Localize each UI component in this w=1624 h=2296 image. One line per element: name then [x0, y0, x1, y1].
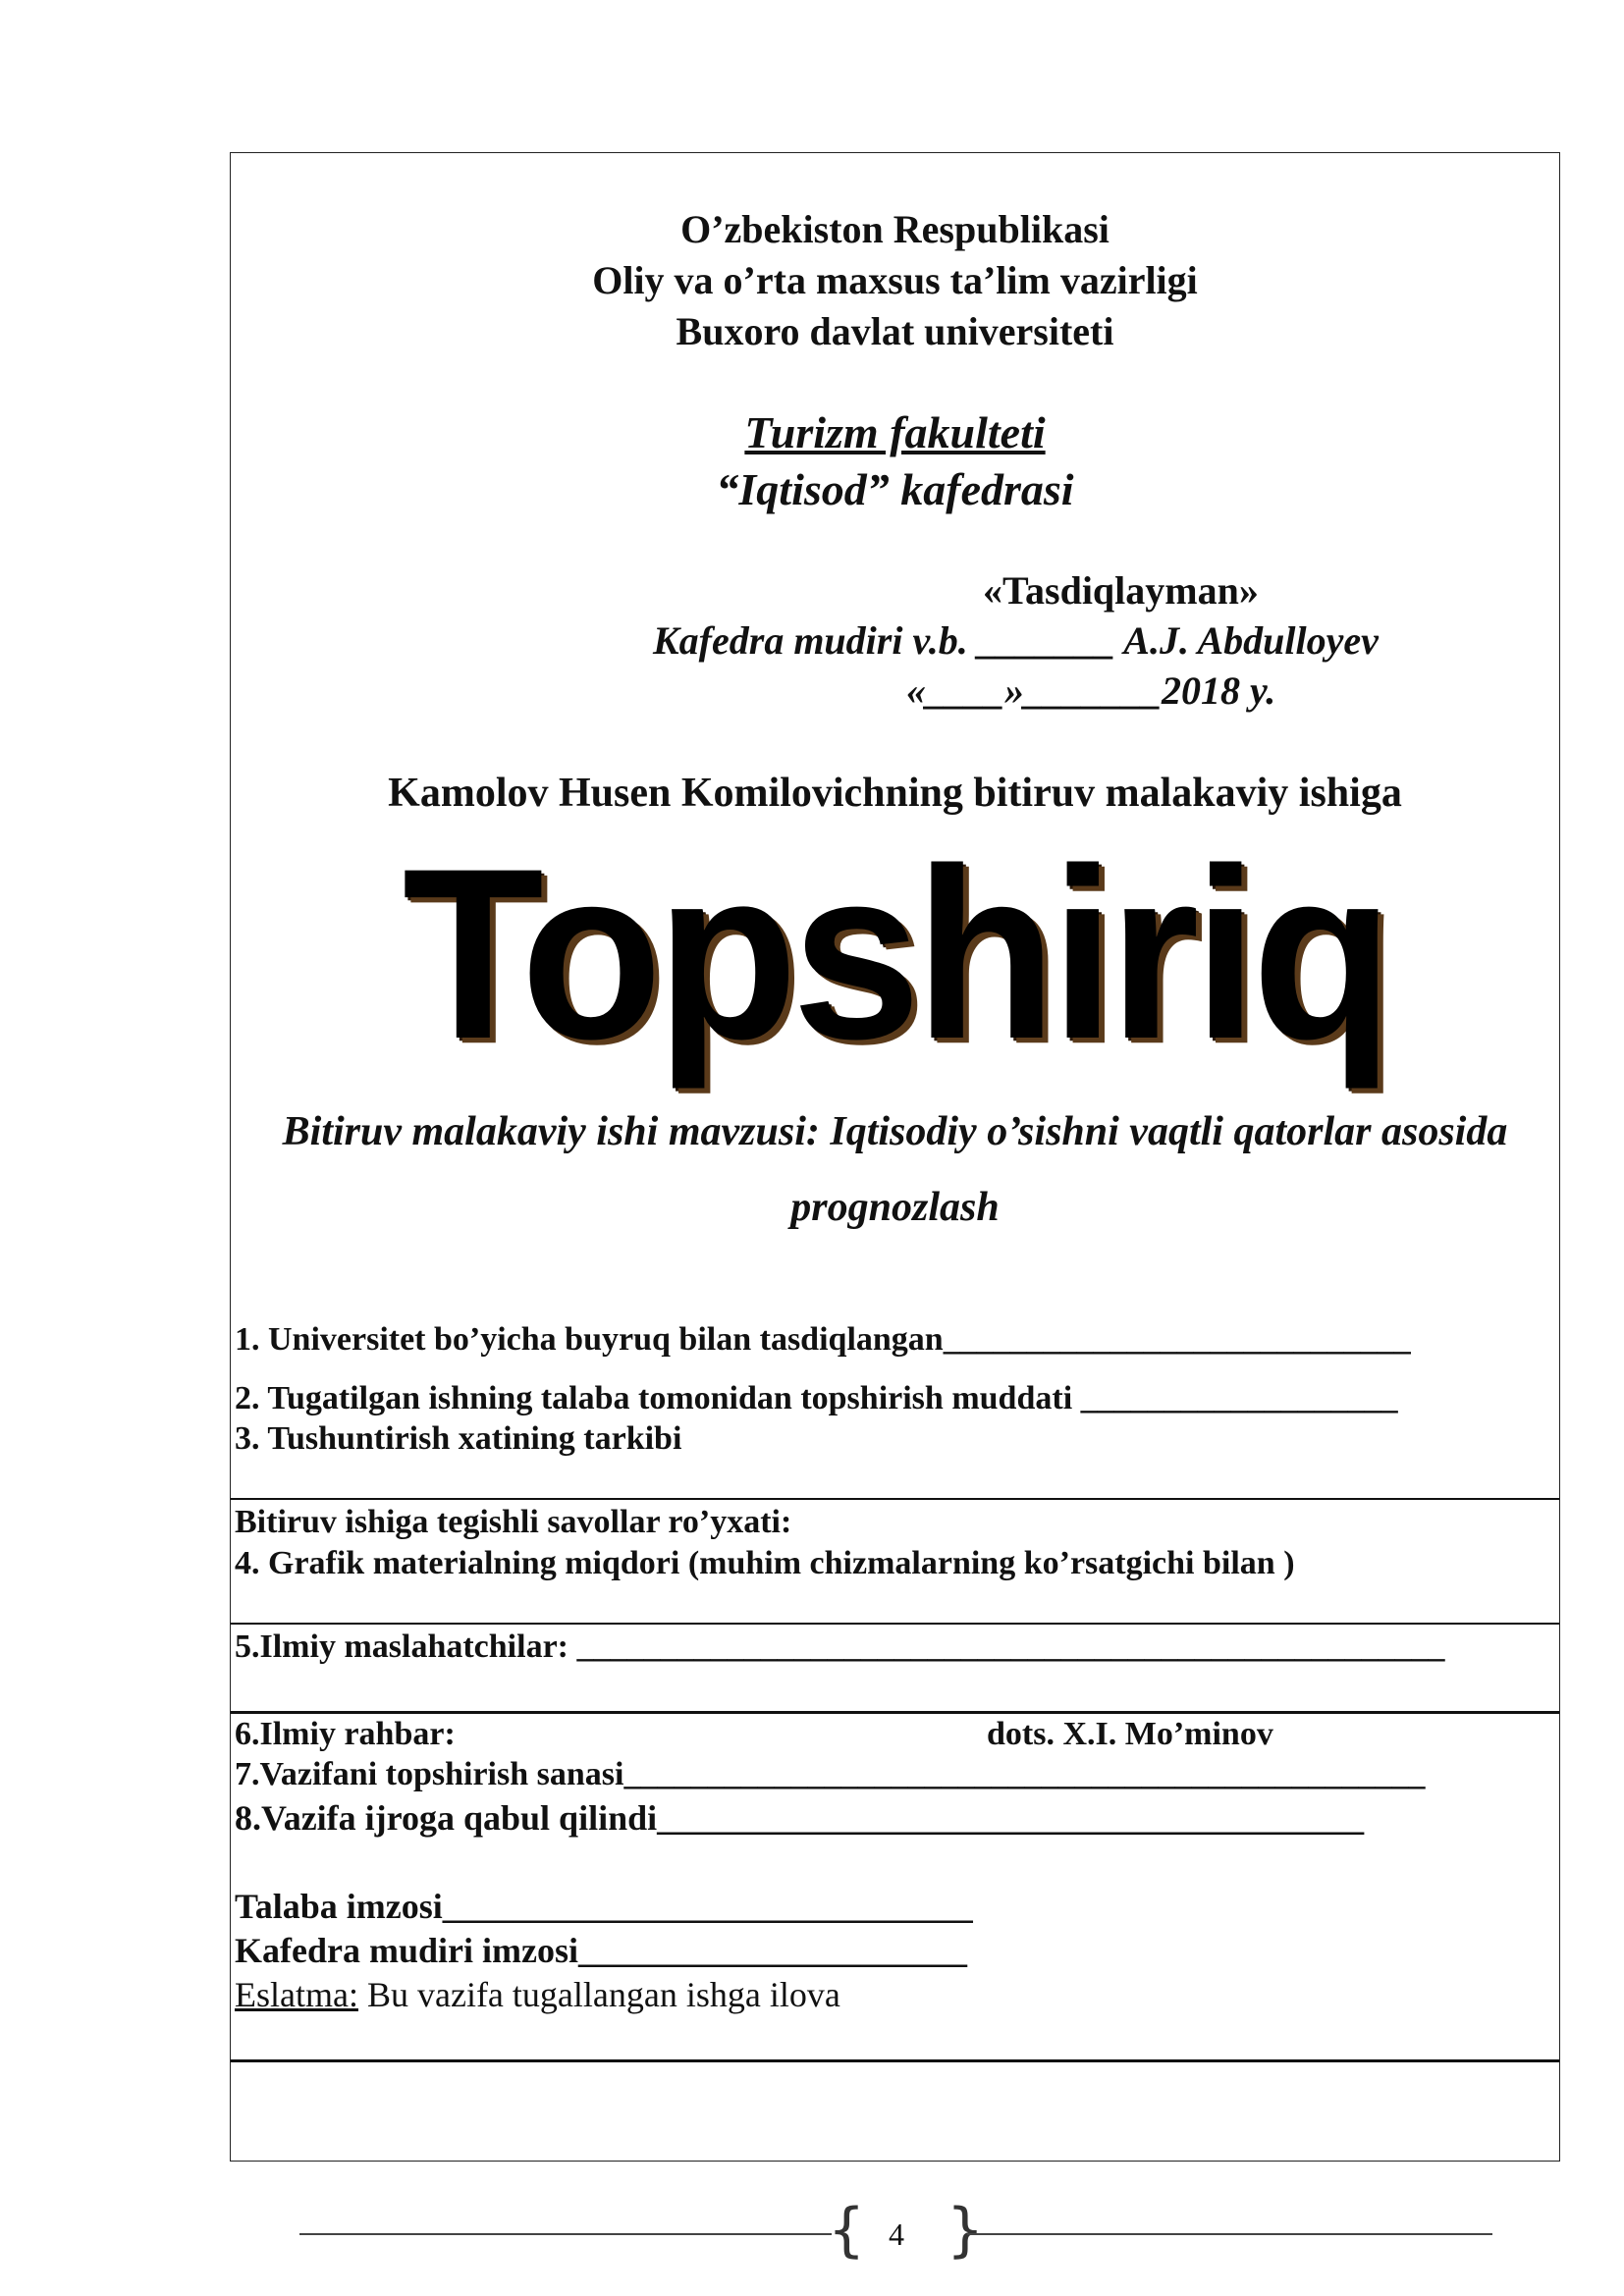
student-signature: Talaba imzosi______________________________ — [235, 1887, 973, 1926]
item-8: 8.Vazifa ijroga qabul qilindi________________________________________ — [235, 1798, 1365, 1838]
faculty-name: Turizm fakulteti — [744, 407, 1046, 457]
supervisor-name: dots. X.I. Mo’minov — [987, 1716, 1273, 1752]
footer-line-left — [299, 2233, 832, 2235]
item-2: 2. Tugatilgan ishning talaba tomonidan topshirish muddati ___________________ — [235, 1380, 1398, 1416]
topic-line-1: Bitiruv malakaviy ishi mavzusi: Iqtisodiy o’sishni vaqtli qatorlar asosida — [282, 1109, 1508, 1154]
divider-line — [231, 1623, 1559, 1625]
questions-heading: Bitiruv ishiga tegishli savollar ro’yxati: — [235, 1504, 792, 1540]
item-1: 1. Universitet bo’yicha buyruq bilan tasdiqlangan____________________________ — [235, 1321, 1411, 1358]
header-university: Buxoro davlat universiteti — [676, 309, 1114, 353]
note-text: Bu vazifa tugallangan ishga ilova — [357, 1975, 840, 2014]
header-ministry: Oliy va o’rta maxsus ta’lim vazirligi — [592, 258, 1198, 302]
note-line — [235, 1974, 840, 2015]
item-6-label: 6.Ilmiy rahbar: — [235, 1716, 456, 1752]
item-3: 3. Tushuntirish xatining tarkibi — [235, 1420, 682, 1457]
header-republic: O’zbekiston Respublikasi — [680, 207, 1110, 251]
document-frame — [230, 152, 1560, 2162]
head-signature: Kafedra mudiri imzosi______________________ — [235, 1931, 967, 1970]
footer-line-right — [967, 2233, 1492, 2235]
approval-date-line: «____»_______2018 y. — [906, 668, 1276, 713]
page-number: 4 — [889, 2216, 904, 2252]
divider-line — [231, 1498, 1559, 1500]
divider-line — [231, 2059, 1559, 2062]
approval-head-line: Kafedra mudiri v.b. _______ A.J. Abdulloyev — [653, 618, 1379, 663]
student-line: Kamolov Husen Komilovichning bitiruv malakaviy ishiga — [388, 771, 1402, 816]
footer-bracket-left: { — [828, 2196, 866, 2265]
footer-bracket-right: } — [947, 2196, 985, 2265]
approval-title: «Tasdiqlayman» — [983, 568, 1259, 613]
item-7: 7.Vazifani topshirish sanasi________________________________________________ — [235, 1756, 1426, 1792]
note-label: Eslatma: — [235, 1975, 358, 2014]
item-4: 4. Grafik materialning miqdori (muhim chizmalarning ko’rsatgichi bilan ) — [235, 1545, 1295, 1581]
document-title: Topshiriq — [402, 818, 1388, 1091]
item-5: 5.Ilmiy maslahatchilar: ____________________________________________________ — [235, 1629, 1445, 1665]
topic-line-2: prognozlash — [790, 1185, 1000, 1230]
divider-line — [231, 1711, 1559, 1714]
department-name: “Iqtisod” kafedrasi — [716, 464, 1074, 514]
